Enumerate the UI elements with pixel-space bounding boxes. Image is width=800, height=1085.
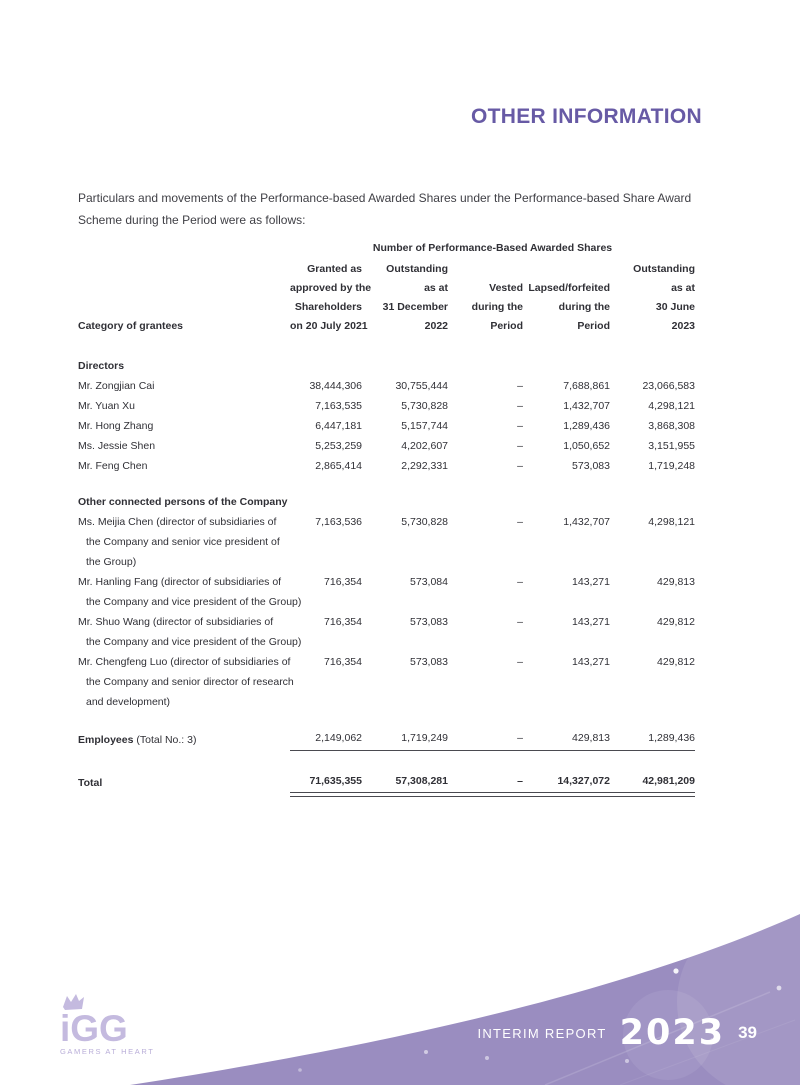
table-row: Mr. Yuan Xu 7,163,535 5,730,828 – 1,432,707 4,298,121 <box>78 400 695 412</box>
table-span-header: Number of Performance-Based Awarded Shares <box>372 242 613 254</box>
intro-line: Particulars and movements of the Performance-based Awarded Shares under the Performance-based Share Award <box>78 191 692 205</box>
table-row-total: Total 71,635,355 57,308,281 – 14,327,072 42,981,209 <box>78 773 695 797</box>
table-row-employees: Employees (Total No.: 3) 2,149,062 1,719,249 – 429,813 1,289,436 <box>78 730 695 751</box>
page-number: 39 <box>738 1023 757 1042</box>
header-vested: Vested during the Period <box>471 282 523 332</box>
header-granted: Granted as approved by the Shareholders on 20 July 2021 <box>290 263 372 332</box>
table-row: Mr. Hong Zhang 6,447,181 5,157,744 – 1,289,436 3,868,308 <box>78 420 695 432</box>
table-row: Mr. Feng Chen 2,865,414 2,292,331 – 573,083 1,719,248 <box>78 460 695 472</box>
report-year: 2023 <box>619 1013 726 1053</box>
interim-report-label: INTERIM REPORT <box>477 1025 607 1041</box>
header-category: Category of grantees <box>78 320 184 332</box>
header-outstanding-2023: Outstanding as at 30 June 2023 <box>633 263 695 332</box>
page-title: OTHER INFORMATION <box>470 105 702 128</box>
logo-tagline: GAMERS AT HEART <box>60 1047 155 1056</box>
table-body <box>78 356 695 797</box>
header-outstanding-2022: Outstanding as at 31 December 2022 <box>382 263 448 332</box>
footer-bar <box>477 1013 757 1053</box>
table-row: Mr. Hanling Fang (director of subsidiaries of the Company and vice president of the Group) 716,354 573,084 – 143,271 429,813 <box>78 576 695 608</box>
table-header-row <box>78 260 695 336</box>
intro-paragraph <box>78 188 718 231</box>
awarded-shares-table <box>78 241 695 797</box>
section-row-directors: Directors <box>78 360 125 372</box>
table-row: Mr. Chengfeng Luo (director of subsidiaries of the Company and senior director of research and development) 716,354 573,083 – 143,271 429,812 <box>78 656 695 708</box>
intro-line: Scheme during the Period were as follows: <box>78 212 306 227</box>
table-row: Mr. Shuo Wang (director of subsidiaries of the Company and vice president of the Group) 716,354 573,083 – 143,271 429,812 <box>78 616 695 648</box>
igg-logo-graphic <box>58 993 158 1057</box>
header-lapsed: Lapsed/forfeited during the Period <box>528 282 610 332</box>
table-row: Ms. Meijia Chen (director of subsidiaries of the Company and senior vice president of the Group) 7,163,536 5,730,828 – 1,432,707 4,298,121 <box>78 516 695 568</box>
igg-logo <box>58 993 158 1062</box>
section-row-other-connected: Other connected persons of the Company <box>78 496 288 508</box>
table-row: Mr. Zongjian Cai 38,444,306 30,755,444 – 7,688,861 23,066,583 <box>78 380 695 392</box>
table-row: Ms. Jessie Shen 5,253,259 4,202,607 – 1,050,652 3,151,955 <box>78 440 695 452</box>
logo-text: iGG <box>60 1008 128 1049</box>
